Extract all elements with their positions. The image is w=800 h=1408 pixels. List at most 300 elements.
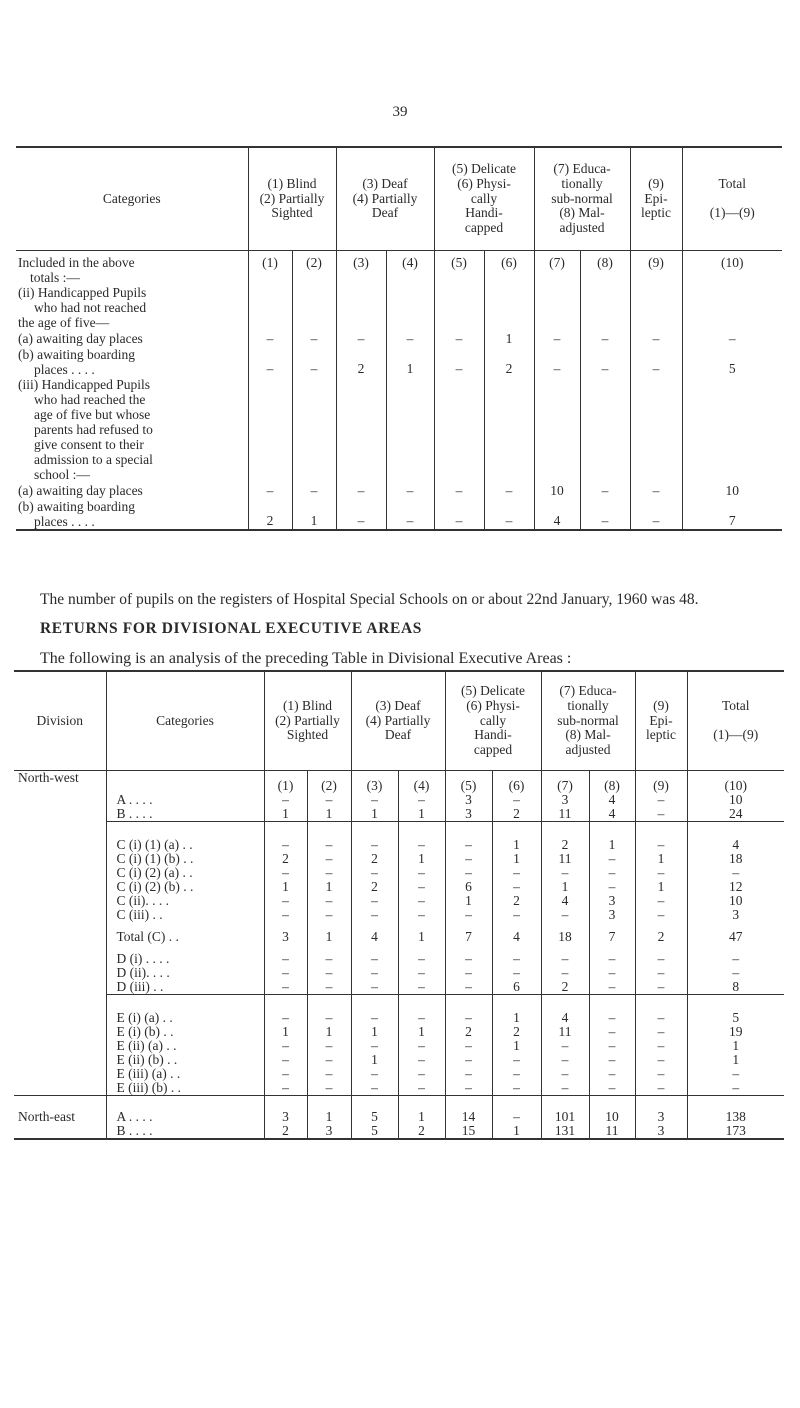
cell: – <box>264 966 307 980</box>
cell: – <box>351 894 398 908</box>
spacer-cell <box>589 995 635 1012</box>
col-label: (4) <box>398 771 445 794</box>
cell: 47 <box>687 930 784 944</box>
cell: 1 <box>386 347 434 377</box>
cell: – <box>307 1067 351 1081</box>
cell: – <box>541 952 589 966</box>
cell: 1 <box>398 1025 445 1039</box>
cell: 4 <box>351 930 398 944</box>
header-division: Division <box>14 671 106 771</box>
table-row <box>14 793 784 807</box>
table1-ii-b-row <box>16 347 782 377</box>
cell: – <box>398 838 445 852</box>
cell: – <box>687 952 784 966</box>
cell: 2 <box>484 347 534 377</box>
category-label: C (i) (1) (b) . . <box>116 851 194 866</box>
cell: 2 <box>264 1124 307 1139</box>
cell: – <box>630 483 682 499</box>
cell: 5 <box>687 1011 784 1025</box>
cell: – <box>580 331 630 347</box>
divisional-table <box>14 670 784 1140</box>
cell: – <box>398 966 445 980</box>
cell: – <box>398 793 445 807</box>
col-label: (4) <box>386 251 434 286</box>
spacer-cell <box>445 1096 492 1111</box>
cell: 1 <box>484 331 534 347</box>
table-row <box>14 1025 784 1039</box>
cell: 2 <box>635 930 687 944</box>
cell: – <box>398 1053 445 1067</box>
cell: – <box>264 980 307 995</box>
cell: – <box>336 499 386 530</box>
cell: – <box>307 908 351 922</box>
table-row <box>14 930 784 944</box>
table2-header-row <box>14 671 784 771</box>
cell: 5 <box>682 347 782 377</box>
cell: – <box>492 1081 541 1096</box>
cell: – <box>580 499 630 530</box>
cell: – <box>398 880 445 894</box>
table-row <box>14 880 784 894</box>
spacer-cell <box>264 822 307 839</box>
cell: 3 <box>445 807 492 822</box>
cell: – <box>264 838 307 852</box>
cell: – <box>541 1067 589 1081</box>
intro-label: Included in the above totals :— <box>18 255 135 286</box>
division-cell <box>14 930 106 944</box>
cell: – <box>635 866 687 880</box>
cell: 1 <box>492 1124 541 1139</box>
cell: – <box>307 838 351 852</box>
cell: 4 <box>687 838 784 852</box>
category-label: D (i) . . . . <box>116 951 170 966</box>
cell: – <box>264 1039 307 1053</box>
cell: – <box>386 499 434 530</box>
spacer-cell <box>351 995 398 1012</box>
col-label: (10) <box>682 251 782 286</box>
col-label: (3) <box>336 251 386 286</box>
cell: – <box>264 866 307 880</box>
division-cell <box>14 995 106 1012</box>
cell: – <box>492 952 541 966</box>
spacer-cell <box>106 995 264 1012</box>
spacer-cell <box>307 995 351 1012</box>
division-label: North-east <box>14 1110 106 1124</box>
table-row <box>14 966 784 980</box>
cell: – <box>398 980 445 995</box>
cell: – <box>307 793 351 807</box>
division-cell <box>14 908 106 922</box>
spacer-cell <box>492 995 541 1012</box>
table-row <box>14 807 784 822</box>
cell: – <box>635 1025 687 1039</box>
cell: 2 <box>264 852 307 866</box>
header-categories: Categories <box>106 671 264 771</box>
cell: – <box>541 1053 589 1067</box>
cell: – <box>445 1053 492 1067</box>
cell: – <box>635 1011 687 1025</box>
header-blind: (1) Blind (2) Partially Sighted <box>248 147 336 251</box>
spacer-cell <box>398 822 445 839</box>
ii-a-label: (a) awaiting day places <box>18 331 143 347</box>
spacer-cell <box>307 1096 351 1111</box>
cell: 1 <box>445 894 492 908</box>
cell: – <box>398 1081 445 1096</box>
col-label: (10) <box>687 771 784 794</box>
category-label: E (ii) (b) . . <box>116 1052 178 1067</box>
cell: – <box>264 952 307 966</box>
header-blind: (1) Blind (2) Partially Sighted <box>264 671 351 771</box>
cell: 3 <box>589 908 635 922</box>
table-row <box>14 980 784 995</box>
cell: 3 <box>307 1124 351 1139</box>
col-label: (1) <box>248 251 292 286</box>
cell: – <box>445 1067 492 1081</box>
cell: – <box>445 952 492 966</box>
spacer-cell <box>492 1096 541 1111</box>
cell: – <box>351 1067 398 1081</box>
cell: – <box>264 908 307 922</box>
cell: – <box>434 331 484 347</box>
cell: – <box>635 1067 687 1081</box>
col-label: (2) <box>292 251 336 286</box>
cell: 2 <box>351 880 398 894</box>
ii-label: (ii) Handicapped Pupils who had not reached the age of five— <box>18 285 147 331</box>
cell: – <box>307 952 351 966</box>
header-deaf: (3) Deaf (4) Partially Deaf <box>351 671 445 771</box>
cell: – <box>534 331 580 347</box>
cell: 1 <box>292 499 336 530</box>
col-label: (5) <box>434 251 484 286</box>
cell: 3 <box>635 1110 687 1124</box>
division-cell <box>14 1025 106 1039</box>
cell: – <box>635 1053 687 1067</box>
col-label: (3) <box>351 771 398 794</box>
cell: – <box>307 1011 351 1025</box>
cell: 1 <box>635 852 687 866</box>
cell: – <box>292 331 336 347</box>
category-label: E (iii) (a) . . <box>116 1066 181 1081</box>
cell: – <box>398 1039 445 1053</box>
cell: 3 <box>541 793 589 807</box>
category-label: C (iii) . . <box>116 907 163 922</box>
spacer-cell <box>307 822 351 839</box>
cell: – <box>398 908 445 922</box>
cell: – <box>351 966 398 980</box>
cell: 101 <box>541 1110 589 1124</box>
col-label: (9) <box>635 771 687 794</box>
cell: 7 <box>589 930 635 944</box>
table-row <box>14 894 784 908</box>
division-cell <box>14 1081 106 1096</box>
cell: 3 <box>635 1124 687 1139</box>
cell: – <box>589 980 635 995</box>
cell: – <box>307 1039 351 1053</box>
cell: – <box>351 838 398 852</box>
cell: 2 <box>248 499 292 530</box>
col-label: (7) <box>534 251 580 286</box>
cell: 7 <box>682 499 782 530</box>
cell: – <box>351 908 398 922</box>
cell: – <box>635 1081 687 1096</box>
division-cell <box>14 1067 106 1081</box>
cell: 6 <box>492 980 541 995</box>
cell: 7 <box>445 930 492 944</box>
cell: – <box>386 331 434 347</box>
cell: – <box>492 1067 541 1081</box>
column-number-row <box>14 771 784 794</box>
cell: 131 <box>541 1124 589 1139</box>
cell: – <box>492 866 541 880</box>
cell: – <box>292 483 336 499</box>
division-cell <box>14 952 106 966</box>
cell: 18 <box>541 930 589 944</box>
section-intro: The following is an analysis of the preceding Table in Divisional Executive Areas : <box>40 650 572 667</box>
cell: – <box>580 483 630 499</box>
division-cell <box>14 1053 106 1067</box>
iii-b-label: (b) awaiting boarding places . . . . <box>18 498 135 529</box>
cell: 1 <box>492 1011 541 1025</box>
cell: – <box>445 966 492 980</box>
cell: – <box>484 499 534 530</box>
cell: – <box>351 866 398 880</box>
category-label: E (i) (b) . . <box>116 1024 174 1039</box>
spacer-cell <box>264 995 307 1012</box>
table-row <box>14 1067 784 1081</box>
cell: 10 <box>687 793 784 807</box>
cell: 19 <box>687 1025 784 1039</box>
cell: – <box>445 838 492 852</box>
cell: 24 <box>687 807 784 822</box>
cell: – <box>687 1067 784 1081</box>
cell: – <box>264 793 307 807</box>
spacer-cell <box>541 822 589 839</box>
cell: – <box>398 866 445 880</box>
cell: 11 <box>541 852 589 866</box>
spacer-cell <box>106 1096 264 1111</box>
cell: – <box>492 1053 541 1067</box>
header-delicate: (5) Delicate (6) Physi- cally Handi- capped <box>434 147 534 251</box>
cell: 4 <box>589 807 635 822</box>
cell: – <box>635 908 687 922</box>
table-row <box>14 1011 784 1025</box>
cell: 2 <box>445 1025 492 1039</box>
category-label: B . . . . <box>106 1124 264 1139</box>
cell: – <box>398 894 445 908</box>
cell: 4 <box>492 930 541 944</box>
division-cell <box>14 966 106 980</box>
cell: – <box>484 483 534 499</box>
cell: – <box>635 980 687 995</box>
division-cell <box>14 880 106 894</box>
category-label: D (iii) . . <box>116 979 164 994</box>
cell: – <box>687 866 784 880</box>
header-educa: (7) Educa- tionally sub-normal (8) Mal- adjusted <box>541 671 635 771</box>
table-row <box>14 866 784 880</box>
category-label: C (i) (2) (b) . . <box>116 879 194 894</box>
cell: 12 <box>687 880 784 894</box>
page-number: 39 <box>392 104 408 120</box>
cell: 1 <box>492 1039 541 1053</box>
cell: – <box>351 793 398 807</box>
division-cell <box>14 944 106 952</box>
spacer-row <box>14 995 784 1012</box>
division-cell <box>14 1096 106 1111</box>
iii-label: (iii) Handicapped Pupils who had reached the age of five but whose parents had refused to give consent to their admission to a special school :— <box>18 376 153 483</box>
spacer-cell <box>687 822 784 839</box>
cell: 10 <box>534 483 580 499</box>
cell: 8 <box>687 980 784 995</box>
cell: 14 <box>445 1110 492 1124</box>
cell: – <box>445 908 492 922</box>
cell: – <box>630 331 682 347</box>
table1-iii-a-row <box>16 483 782 499</box>
cell: – <box>264 1011 307 1025</box>
cell: – <box>541 966 589 980</box>
cell: 3 <box>589 894 635 908</box>
header-delicate: (5) Delicate (6) Physi- cally Handi- capped <box>445 671 541 771</box>
cell: 10 <box>589 1110 635 1124</box>
division-cell <box>14 822 106 839</box>
category-label: D (ii). . . . <box>116 965 170 980</box>
cell: 11 <box>589 1124 635 1139</box>
division-cell <box>14 922 106 930</box>
table-row <box>14 1039 784 1053</box>
cell: 1 <box>351 807 398 822</box>
col-label: (9) <box>630 251 682 286</box>
cell: – <box>630 499 682 530</box>
table-row <box>14 838 784 852</box>
spacer-cell <box>635 1096 687 1111</box>
cell: 1 <box>264 1025 307 1039</box>
cell: – <box>307 980 351 995</box>
ii-b-label: (b) awaiting boarding places . . . . <box>18 346 135 377</box>
cell: – <box>248 483 292 499</box>
table-row <box>14 908 784 922</box>
cell: 4 <box>534 499 580 530</box>
cell: 173 <box>687 1124 784 1139</box>
cell: – <box>307 852 351 866</box>
cell: – <box>445 852 492 866</box>
division-cell <box>14 807 106 822</box>
handicapped-pupils-table <box>16 146 782 531</box>
cell: – <box>635 793 687 807</box>
cell: 1 <box>492 838 541 852</box>
cell: – <box>351 1081 398 1096</box>
cell: – <box>589 966 635 980</box>
category-label: E (ii) (a) . . <box>116 1038 177 1053</box>
table1-ii-a-row <box>16 331 782 347</box>
cell: 5 <box>351 1124 398 1139</box>
cell: 1 <box>398 1110 445 1124</box>
category-label: E (iii) (b) . . <box>116 1080 181 1095</box>
table1-ii-label-row <box>16 285 782 330</box>
spacer-cell <box>351 822 398 839</box>
cell: – <box>351 1011 398 1025</box>
cell: 1 <box>541 880 589 894</box>
cell: – <box>630 347 682 377</box>
col-label: (8) <box>589 771 635 794</box>
division-cell <box>14 852 106 866</box>
cell: 1 <box>264 807 307 822</box>
cell: 1 <box>687 1039 784 1053</box>
cell: – <box>541 1039 589 1053</box>
cell: – <box>687 966 784 980</box>
cell: – <box>398 1067 445 1081</box>
cell: – <box>264 1067 307 1081</box>
table-row <box>14 952 784 966</box>
cell: 1 <box>687 1053 784 1067</box>
cell: 3 <box>264 930 307 944</box>
cell: 1 <box>307 930 351 944</box>
cell: 1 <box>351 1025 398 1039</box>
division-cell <box>14 980 106 995</box>
cell: 2 <box>492 807 541 822</box>
cell: 2 <box>351 852 398 866</box>
cell: 1 <box>492 852 541 866</box>
cell: – <box>492 966 541 980</box>
cell: – <box>264 1053 307 1067</box>
cell: – <box>434 483 484 499</box>
cell: – <box>307 966 351 980</box>
category-label: B . . . . <box>116 806 153 821</box>
table-row <box>14 1110 784 1124</box>
col-label: (8) <box>580 251 630 286</box>
spacer-cell <box>541 1096 589 1111</box>
cell: – <box>682 331 782 347</box>
cell: – <box>292 347 336 377</box>
spacer-cell <box>687 1096 784 1111</box>
cell: 2 <box>398 1124 445 1139</box>
cell: 138 <box>687 1110 784 1124</box>
cell: – <box>336 483 386 499</box>
table-row <box>14 1053 784 1067</box>
cell: – <box>434 499 484 530</box>
cell: – <box>541 866 589 880</box>
cell: – <box>307 866 351 880</box>
cell: – <box>351 952 398 966</box>
cell: – <box>635 894 687 908</box>
header-categories: Categories <box>16 147 248 251</box>
cell: – <box>434 347 484 377</box>
cell: 1 <box>307 880 351 894</box>
cell: – <box>264 1081 307 1096</box>
cell: – <box>445 1081 492 1096</box>
spacer-cell <box>589 822 635 839</box>
table-row <box>14 1081 784 1096</box>
category-label: C (i) (1) (a) . . <box>116 837 193 852</box>
cell: – <box>635 838 687 852</box>
cell: – <box>445 866 492 880</box>
spacer-cell <box>492 822 541 839</box>
cell: 15 <box>445 1124 492 1139</box>
cell: 3 <box>264 1110 307 1124</box>
spacer-cell <box>264 1096 307 1111</box>
cell: 2 <box>492 894 541 908</box>
cell: 1 <box>307 807 351 822</box>
cell: 4 <box>541 894 589 908</box>
spacer-cell <box>635 822 687 839</box>
cell: 11 <box>541 1025 589 1039</box>
cell: 1 <box>589 838 635 852</box>
cell: – <box>492 880 541 894</box>
cell: – <box>589 1039 635 1053</box>
spacer-row <box>14 1096 784 1111</box>
table-row <box>14 1124 784 1139</box>
cell: – <box>307 894 351 908</box>
cell: – <box>264 894 307 908</box>
category-label: C (i) (2) (a) . . <box>116 865 193 880</box>
